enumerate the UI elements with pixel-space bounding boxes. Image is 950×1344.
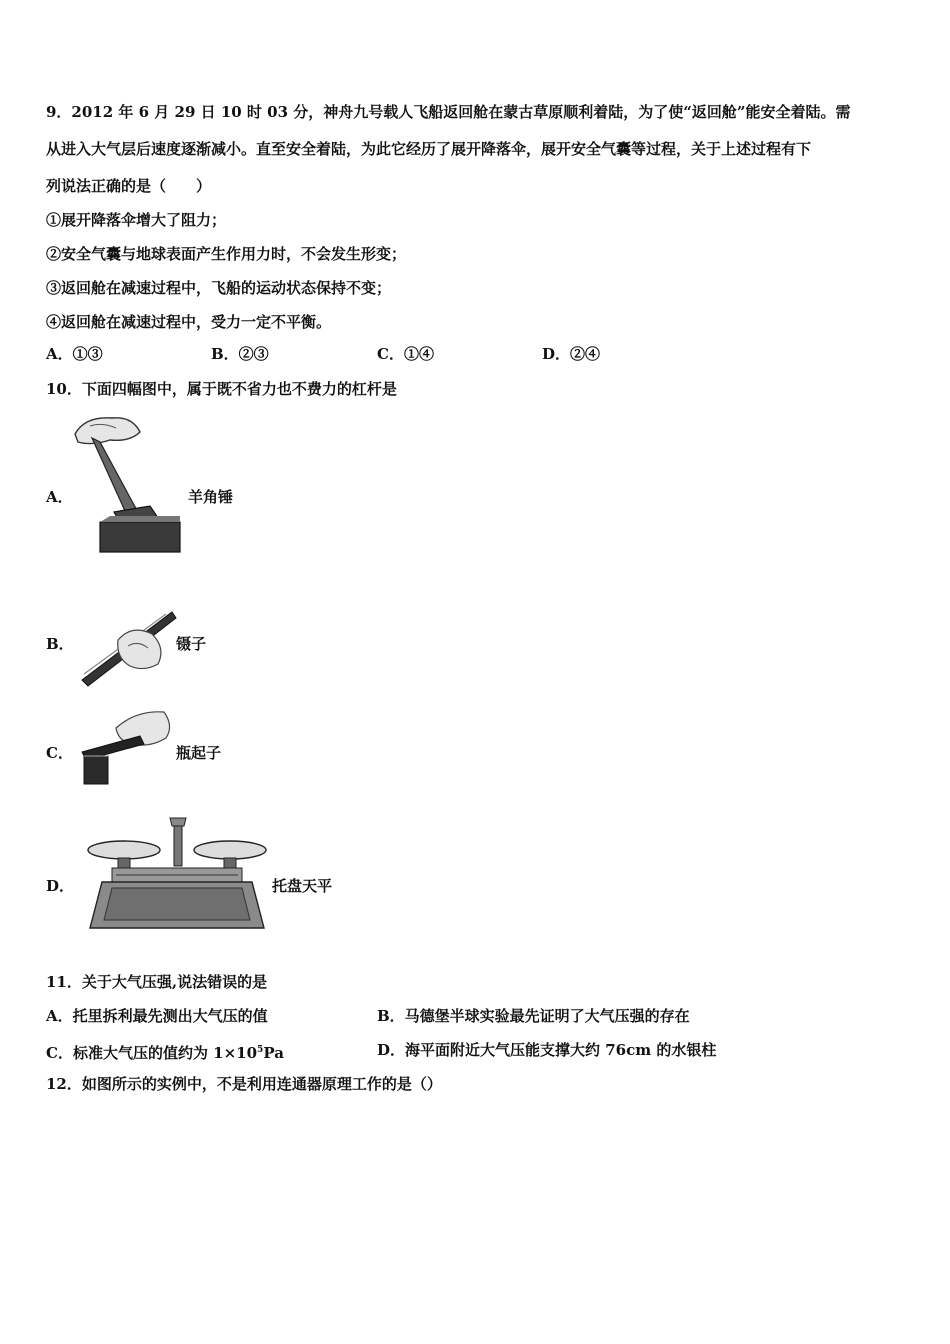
- q9-option-b: B．②③: [211, 345, 269, 363]
- q10-option-a-letter: A．: [46, 488, 73, 506]
- q9-statement-2: ②安全气囊与地球表面产生作用力时，不会发生形变；: [46, 245, 407, 263]
- tray-balance-illustration: [82, 812, 272, 932]
- q9-stem-line3: 列说法正确的是（ ）: [46, 177, 212, 195]
- q9-option-d: D．②④: [542, 345, 601, 363]
- q9-option-c: C．①④: [377, 345, 434, 363]
- q10-option-c-letter: C．: [46, 744, 73, 762]
- q11-option-d: D．海平面附近大气压能支撑大约 76cm 的水银柱: [377, 1041, 717, 1059]
- claw-hammer-illustration: [70, 412, 185, 554]
- q9-statement-3: ③返回舱在减速过程中，飞船的运动状态保持不变；: [46, 279, 392, 297]
- q9-statement-4: ④返回舱在减速过程中，受力一定不平衡。: [46, 313, 332, 331]
- q11-option-c: C．标准大气压的值约为 $1\times 10^5Pa$: [46, 1044, 284, 1062]
- q12-stem: 12．如图所示的实例中，不是利用连通器原理工作的是（）: [46, 1075, 442, 1093]
- q10-stem: 10．下面四幅图中，属于既不省力也不费力的杠杆是: [46, 380, 397, 398]
- q10-option-c-label: 瓶起子: [176, 744, 222, 762]
- q10-option-a-label: 羊角锤: [188, 488, 234, 506]
- q11-stem: 11．关于大气压强,说法错误的是: [46, 973, 268, 991]
- q9-stem-line1: 9．2012 年 6 月 29 日 10 时 03 分，神舟九号载人飞船返回舱在蒙古草原顺利着陆，为了使“返回舱”能安全着陆。需: [46, 103, 851, 121]
- q10-option-d-label: 托盘天平: [272, 877, 333, 895]
- q10-option-b-label: 镊子: [176, 635, 207, 653]
- q10-option-b-letter: B．: [46, 635, 74, 653]
- q11-option-b: B．马德堡半球实验最先证明了大气压强的存在: [377, 1007, 690, 1025]
- bottle-opener-illustration: [80, 706, 176, 786]
- q11-option-a: A．托里拆利最先测出大气压的值: [46, 1007, 268, 1025]
- tweezers-illustration: [76, 604, 180, 688]
- q9-stem-line2: 从进入大气层后速度逐渐减小。直至安全着陆，为此它经历了展开降落伞，展开安全气囊等过程，关于上述过程有下: [46, 140, 812, 158]
- q9-statement-1: ①展开降落伞增大了阻力；: [46, 211, 227, 229]
- q10-option-d-letter: D．: [46, 877, 75, 895]
- q9-option-a: A．①③: [46, 345, 103, 363]
